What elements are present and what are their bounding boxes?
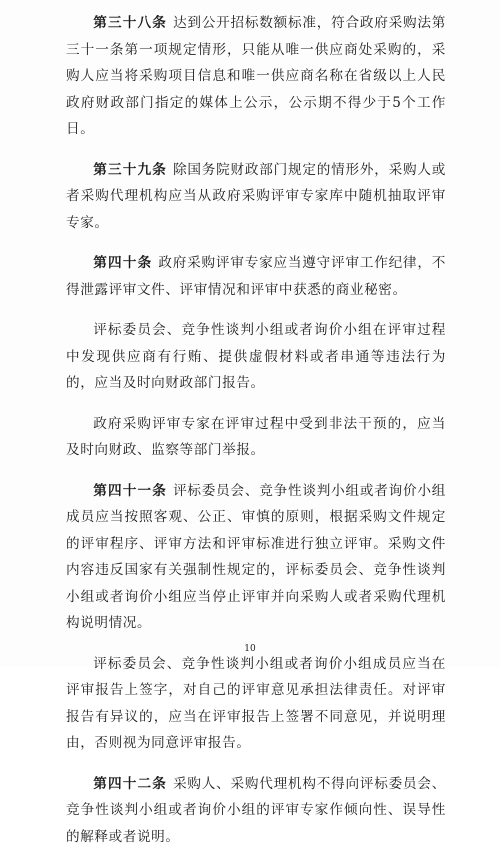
paragraph-article-40-clause-3 bbox=[66, 411, 446, 464]
article-heading: 第三十九条 bbox=[93, 161, 168, 178]
article-heading: 第三十八条 bbox=[93, 15, 168, 31]
article-body: 政府采购评审专家应当遵守评审工作纪律，不得泄露评审文件、评审情况和评审中获悉的商业秘密。 bbox=[66, 255, 447, 298]
paragraph-article-42 bbox=[66, 771, 446, 851]
paragraph-article-39 bbox=[66, 157, 446, 237]
article-body: 评标委员会、竞争性谈判小组或者询价小组在评审过程中发现供应商有行贿、提供虚假材料或者串通等违法行为的，应当及时向财政部门报告。 bbox=[66, 322, 446, 391]
regulation-text bbox=[66, 10, 446, 864]
article-body: 评标委员会、竞争性谈判小组或者询价小组成员应当在评审报告上签字，对自己的评审意见承担法律责任。对评审报告有异议的，应当在评审报告上签署不同意见，并说明理由，否则视为同意评审报告。 bbox=[66, 655, 446, 751]
article-heading: 第四十条 bbox=[93, 255, 153, 271]
paragraph-article-41 bbox=[66, 478, 446, 637]
article-body: 达到公开招标数额标准，符合政府采购法第三十一条第一项规定情形，只能从唯一供应商处采购的，采购人应当将采购项目信息和唯一供应商名称在省级以上人民政府财政部门指定的媒体上公示，公示期不得少于5个工作日。 bbox=[66, 15, 446, 137]
article-body: 采购人、采购代理机构不得向评标委员会、竞争性谈判小组或者询价小组的评审专家作倾向性、误导性的解释或者说明。 bbox=[66, 775, 446, 845]
article-heading: 第四十二条 bbox=[93, 775, 168, 792]
paragraph-article-38 bbox=[66, 10, 446, 143]
article-body: 评标委员会、竞争性谈判小组或者询价小组成员应当按照客观、公正、审慎的原则，根据采购文件规定的评审程序、评审方法和评审标准进行独立评审。采购文件内容违反国家有关强制性规定的，评标委员会、竞争性谈判小组或者询价小组应当停止评审并向采购人或者采购代理机构说明情况。 bbox=[66, 482, 446, 631]
page-number: 10 bbox=[244, 644, 256, 654]
paragraph-article-41-clause-2 bbox=[66, 651, 446, 757]
paragraph-article-40 bbox=[66, 250, 446, 303]
article-body: 除国务院财政部门规定的情形外，采购人或者采购代理机构应当从政府采购评审专家库中随机抽取评审专家。 bbox=[66, 161, 446, 231]
article-body: 政府采购评审专家在评审过程中受到非法干预的，应当及时向财政、监察等部门举报。 bbox=[66, 415, 446, 458]
article-heading: 第四十一条 bbox=[93, 482, 168, 499]
paragraph-article-40-clause-2 bbox=[66, 317, 446, 397]
